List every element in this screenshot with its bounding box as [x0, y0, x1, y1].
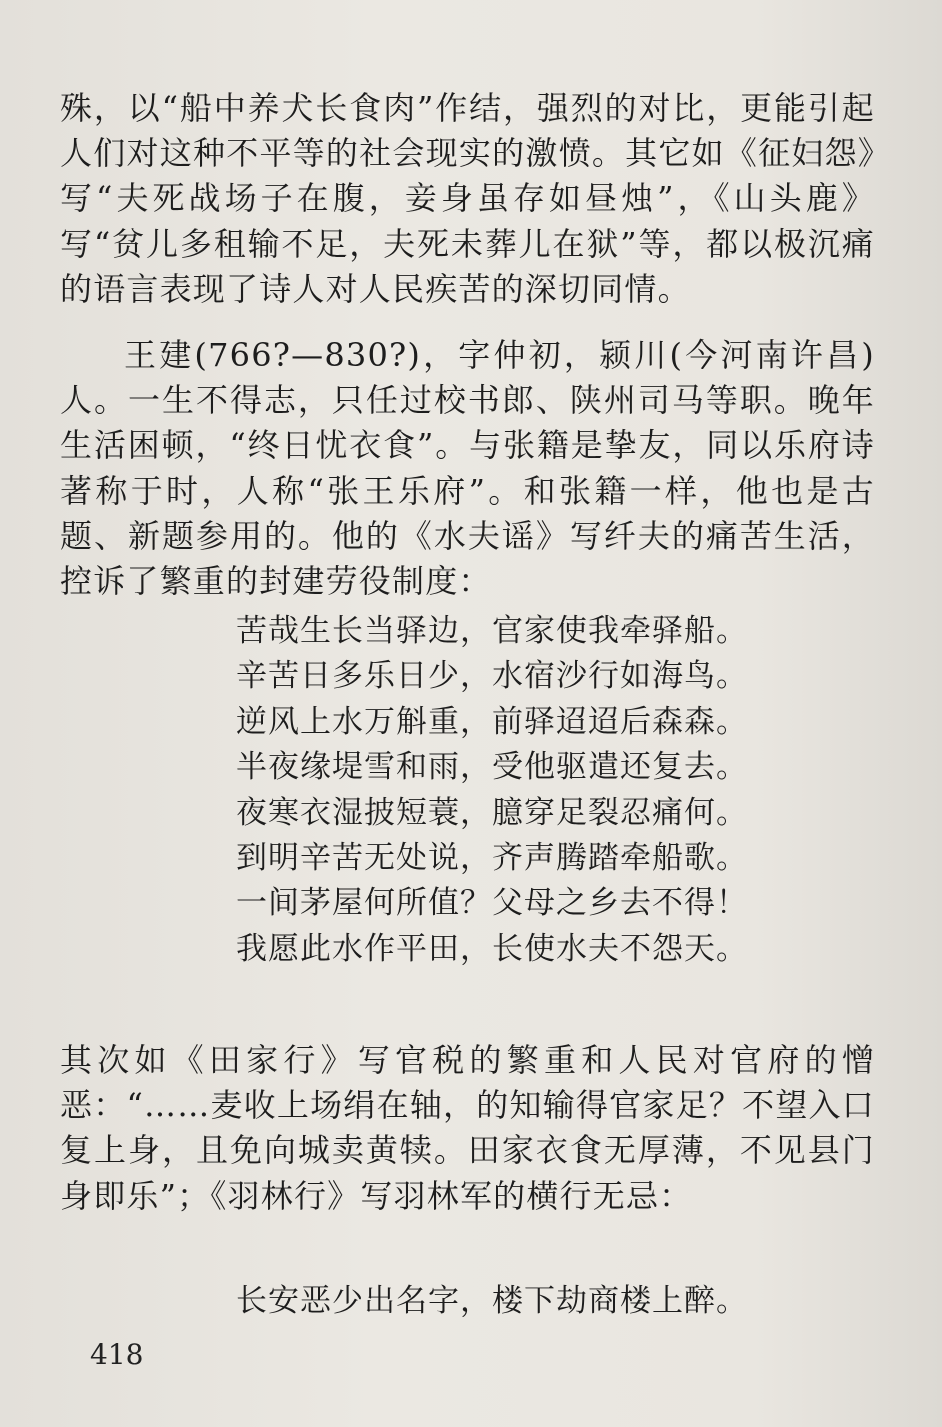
body-paragraph: 殊，以“船中养犬长食肉”作结，强烈的对比，更能引起人们对这种不平等的社会现实的激愤。其它如《征妇怨》写“夫死战场子在腹，妾身虽存如昼烛”，《山头鹿》写“贫儿多租输不足，夫死未葬儿在狱”等，都以极沉痛的语言表现了诗人对人民疾苦的深切同情。: [60, 89, 875, 308]
poem-block: [236, 609, 756, 972]
poem-line: 半夜缘堤雪和雨，受他驱遣还复去。: [236, 749, 748, 786]
page-number: 418: [90, 1338, 144, 1371]
poem-line: 夜寒衣湿披短蓑，臆穿足裂忍痛何。: [236, 794, 748, 831]
poem-block: [236, 1279, 756, 1324]
poem-line: 长安恶少出名字，楼下劫商楼上醉。: [236, 1283, 748, 1319]
body-paragraph: 其次如《田家行》写官税的繁重和人民对官府的憎恶：“……麦收上场绢在轴，的知输得官家足？不望入口复上身，且免向城卖黄犊。田家衣食无厚薄，不见县门身即乐”；《羽林行》写羽林军的横行无忌：: [60, 1041, 875, 1215]
body-paragraph: 王建(766?—830?)，字仲初，颍川(今河南许昌)人。一生不得志，只任过校书郎、陕州司马等职。晚年生活困顿，“终日忧衣食”。与张籍是挚友，同以乐府诗著称于时，人称“张王乐府”。和张籍一样，他也是古题、新题参用的。他的《水夫谣》写纤夫的痛苦生活，控诉了繁重的封建劳役制度：: [60, 336, 875, 601]
poem-line: 到明辛苦无处说，齐声腾踏牵船歌。: [236, 840, 748, 877]
poem-line: 苦哉生长当驿边，官家使我牵驿船。: [236, 613, 748, 649]
poem-line: 逆风上水万斛重，前驿迢迢后森森。: [236, 703, 748, 740]
poem-line: 辛苦日多乐日少，水宿沙行如海鸟。: [236, 658, 748, 695]
poem-line: 一间茅屋何所值？父母之乡去不得！: [236, 885, 748, 922]
poem-line: 我愿此水作平田，长使水夫不怨天。: [236, 930, 748, 967]
